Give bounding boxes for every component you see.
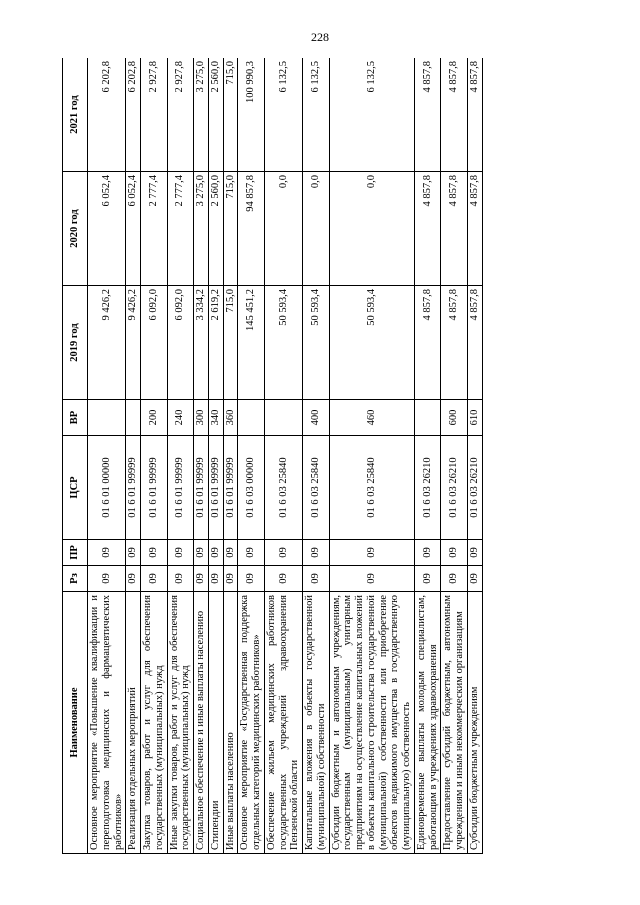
cell-2019: 50 593,4 <box>264 286 302 400</box>
cell-2021: 100 990,3 <box>238 58 265 172</box>
table-row <box>88 58 126 854</box>
cell-2020: 0,0 <box>264 172 302 286</box>
table-header-row <box>63 58 88 854</box>
budget-table <box>62 58 483 854</box>
cell-name: Обеспечение жильем медицинских работников государственных учреждений здравоохранения Пензенской области <box>264 592 302 854</box>
cell-name: Субсидии бюджетным учреждениям <box>467 592 482 854</box>
cell-csr: 01 6 03 25840 <box>264 436 302 540</box>
cell-vr <box>126 400 141 436</box>
cell-2020: 94 857,8 <box>238 172 265 286</box>
cell-name: Капитальные вложения в объекты государственной (муниципальной) собственности <box>303 592 330 854</box>
cell-2021: 2 560,0 <box>208 58 223 172</box>
cell-2019: 4 857,8 <box>467 286 482 400</box>
cell-csr: 01 6 01 99999 <box>208 436 223 540</box>
cell-pr: 09 <box>303 540 330 566</box>
cell-2020: 3 275,0 <box>194 172 209 286</box>
cell-2020: 4 857,8 <box>414 172 441 286</box>
cell-2019: 4 857,8 <box>414 286 441 400</box>
cell-csr: 01 6 03 26210 <box>441 436 468 540</box>
cell-rz: 09 <box>126 566 141 592</box>
cell-name: Субсидии бюджетным и автономным учреждениям, государственным (муниципальным) унитарным предприятиям на осуществление капитальных вложений в объекты капитального строительства государственной (муниципальной) собственности или приобретение объектов недвижимого имущества в государственную (муниципальную) собственность <box>329 592 414 854</box>
table-row <box>141 58 168 854</box>
cell-rz: 09 <box>441 566 468 592</box>
cell-2020: 6 052,4 <box>88 172 126 286</box>
cell-rz: 09 <box>194 566 209 592</box>
table-row <box>414 58 441 854</box>
cell-pr: 09 <box>223 540 238 566</box>
cell-2020: 715,0 <box>223 172 238 286</box>
cell-vr <box>414 400 441 436</box>
cell-rz: 09 <box>88 566 126 592</box>
cell-pr: 09 <box>329 540 414 566</box>
cell-2019: 2 619,2 <box>208 286 223 400</box>
cell-2021: 6 202,8 <box>88 58 126 172</box>
table-row <box>223 58 238 854</box>
cell-2021: 6 132,5 <box>329 58 414 172</box>
cell-rz: 09 <box>467 566 482 592</box>
header-2020: 2020 год <box>63 172 88 286</box>
cell-vr <box>264 400 302 436</box>
cell-vr: 610 <box>467 400 482 436</box>
cell-2019: 145 451,2 <box>238 286 265 400</box>
cell-pr: 09 <box>238 540 265 566</box>
cell-vr <box>238 400 265 436</box>
cell-rz: 09 <box>141 566 168 592</box>
cell-pr: 09 <box>467 540 482 566</box>
cell-name: Социальное обеспечение и иные выплаты населению <box>194 592 209 854</box>
header-vr: ВР <box>63 400 88 436</box>
cell-csr: 01 6 03 26210 <box>467 436 482 540</box>
cell-2019: 6 092,0 <box>167 286 194 400</box>
cell-pr: 09 <box>208 540 223 566</box>
cell-vr: 360 <box>223 400 238 436</box>
cell-2019: 9 426,2 <box>126 286 141 400</box>
cell-pr: 09 <box>88 540 126 566</box>
cell-2019: 50 593,4 <box>329 286 414 400</box>
table-row <box>303 58 330 854</box>
cell-csr: 01 6 01 00000 <box>88 436 126 540</box>
cell-rz: 09 <box>238 566 265 592</box>
cell-pr: 09 <box>414 540 441 566</box>
cell-2019: 3 334,2 <box>194 286 209 400</box>
cell-vr: 600 <box>441 400 468 436</box>
cell-csr: 01 6 03 26210 <box>414 436 441 540</box>
table-row <box>238 58 265 854</box>
cell-rz: 09 <box>208 566 223 592</box>
cell-csr: 01 6 03 25840 <box>303 436 330 540</box>
cell-vr: 340 <box>208 400 223 436</box>
cell-vr: 460 <box>329 400 414 436</box>
table-row <box>329 58 414 854</box>
cell-name: Основное мероприятие «Государственная поддержка отдельных категорий медицинских работников» <box>238 592 265 854</box>
cell-pr: 09 <box>264 540 302 566</box>
cell-csr: 01 6 01 99999 <box>223 436 238 540</box>
cell-2020: 0,0 <box>329 172 414 286</box>
table-row <box>126 58 141 854</box>
header-pr: ПР <box>63 540 88 566</box>
cell-name: Предоставление субсидий бюджетным, автономным учреждениям и иным некоммерческим организациям <box>441 592 468 854</box>
cell-rz: 09 <box>303 566 330 592</box>
cell-2021: 4 857,8 <box>414 58 441 172</box>
cell-pr: 09 <box>126 540 141 566</box>
table-row <box>467 58 482 854</box>
cell-vr <box>88 400 126 436</box>
header-2019: 2019 год <box>63 286 88 400</box>
cell-vr: 300 <box>194 400 209 436</box>
cell-2019: 6 092,0 <box>141 286 168 400</box>
cell-2020: 2 777,4 <box>167 172 194 286</box>
cell-2021: 2 927,8 <box>167 58 194 172</box>
cell-csr: 01 6 01 99999 <box>126 436 141 540</box>
cell-pr: 09 <box>141 540 168 566</box>
header-name: Наименование <box>63 592 88 854</box>
table-row <box>441 58 468 854</box>
table-container <box>62 58 547 854</box>
cell-pr: 09 <box>194 540 209 566</box>
cell-2019: 9 426,2 <box>88 286 126 400</box>
cell-vr: 200 <box>141 400 168 436</box>
cell-2020: 2 777,4 <box>141 172 168 286</box>
cell-2021: 715,0 <box>223 58 238 172</box>
cell-name: Основное мероприятие «Повышение квалификации и переподготовка медицинских и фармацевтических работников» <box>88 592 126 854</box>
header-csr: ЦСР <box>63 436 88 540</box>
cell-2021: 4 857,8 <box>467 58 482 172</box>
cell-name: Закупка товаров, работ и услуг для обеспечения государственных (муниципальных) нужд <box>141 592 168 854</box>
cell-2020: 0,0 <box>303 172 330 286</box>
cell-vr: 400 <box>303 400 330 436</box>
cell-name: Единовременные выплаты молодым специалистам, работающим в учреждениях здравоохранения <box>414 592 441 854</box>
cell-2021: 3 275,0 <box>194 58 209 172</box>
table-body <box>88 58 483 854</box>
cell-2020: 4 857,8 <box>441 172 468 286</box>
cell-2020: 2 560,0 <box>208 172 223 286</box>
cell-2021: 6 132,5 <box>303 58 330 172</box>
cell-2020: 4 857,8 <box>467 172 482 286</box>
page-number: 228 <box>311 30 329 44</box>
table-row <box>208 58 223 854</box>
cell-pr: 09 <box>167 540 194 566</box>
cell-csr: 01 6 01 99999 <box>194 436 209 540</box>
cell-name: Иные закупки товаров, работ и услуг для обеспечения государственных (муниципальных) нужд <box>167 592 194 854</box>
cell-name: Стипендии <box>208 592 223 854</box>
cell-name: Иные выплаты населению <box>223 592 238 854</box>
cell-2019: 4 857,8 <box>441 286 468 400</box>
table-row <box>194 58 209 854</box>
cell-pr: 09 <box>441 540 468 566</box>
cell-2021: 4 857,8 <box>441 58 468 172</box>
cell-rz: 09 <box>414 566 441 592</box>
cell-2019: 50 593,4 <box>303 286 330 400</box>
cell-csr: 01 6 03 00000 <box>238 436 265 540</box>
cell-vr: 240 <box>167 400 194 436</box>
table-row <box>264 58 302 854</box>
cell-2019: 715,0 <box>223 286 238 400</box>
cell-csr: 01 6 03 25840 <box>329 436 414 540</box>
cell-rz: 09 <box>167 566 194 592</box>
cell-rz: 09 <box>264 566 302 592</box>
cell-csr: 01 6 01 99999 <box>141 436 168 540</box>
header-2021: 2021 год <box>63 58 88 172</box>
cell-2021: 6 132,5 <box>264 58 302 172</box>
cell-name: Реализация отдельных мероприятий <box>126 592 141 854</box>
cell-rz: 09 <box>329 566 414 592</box>
header-rz: Рз <box>63 566 88 592</box>
table-row <box>167 58 194 854</box>
rotated-table <box>62 58 547 854</box>
cell-2021: 2 927,8 <box>141 58 168 172</box>
cell-2021: 6 202,8 <box>126 58 141 172</box>
cell-2020: 6 052,4 <box>126 172 141 286</box>
cell-rz: 09 <box>223 566 238 592</box>
cell-csr: 01 6 01 99999 <box>167 436 194 540</box>
